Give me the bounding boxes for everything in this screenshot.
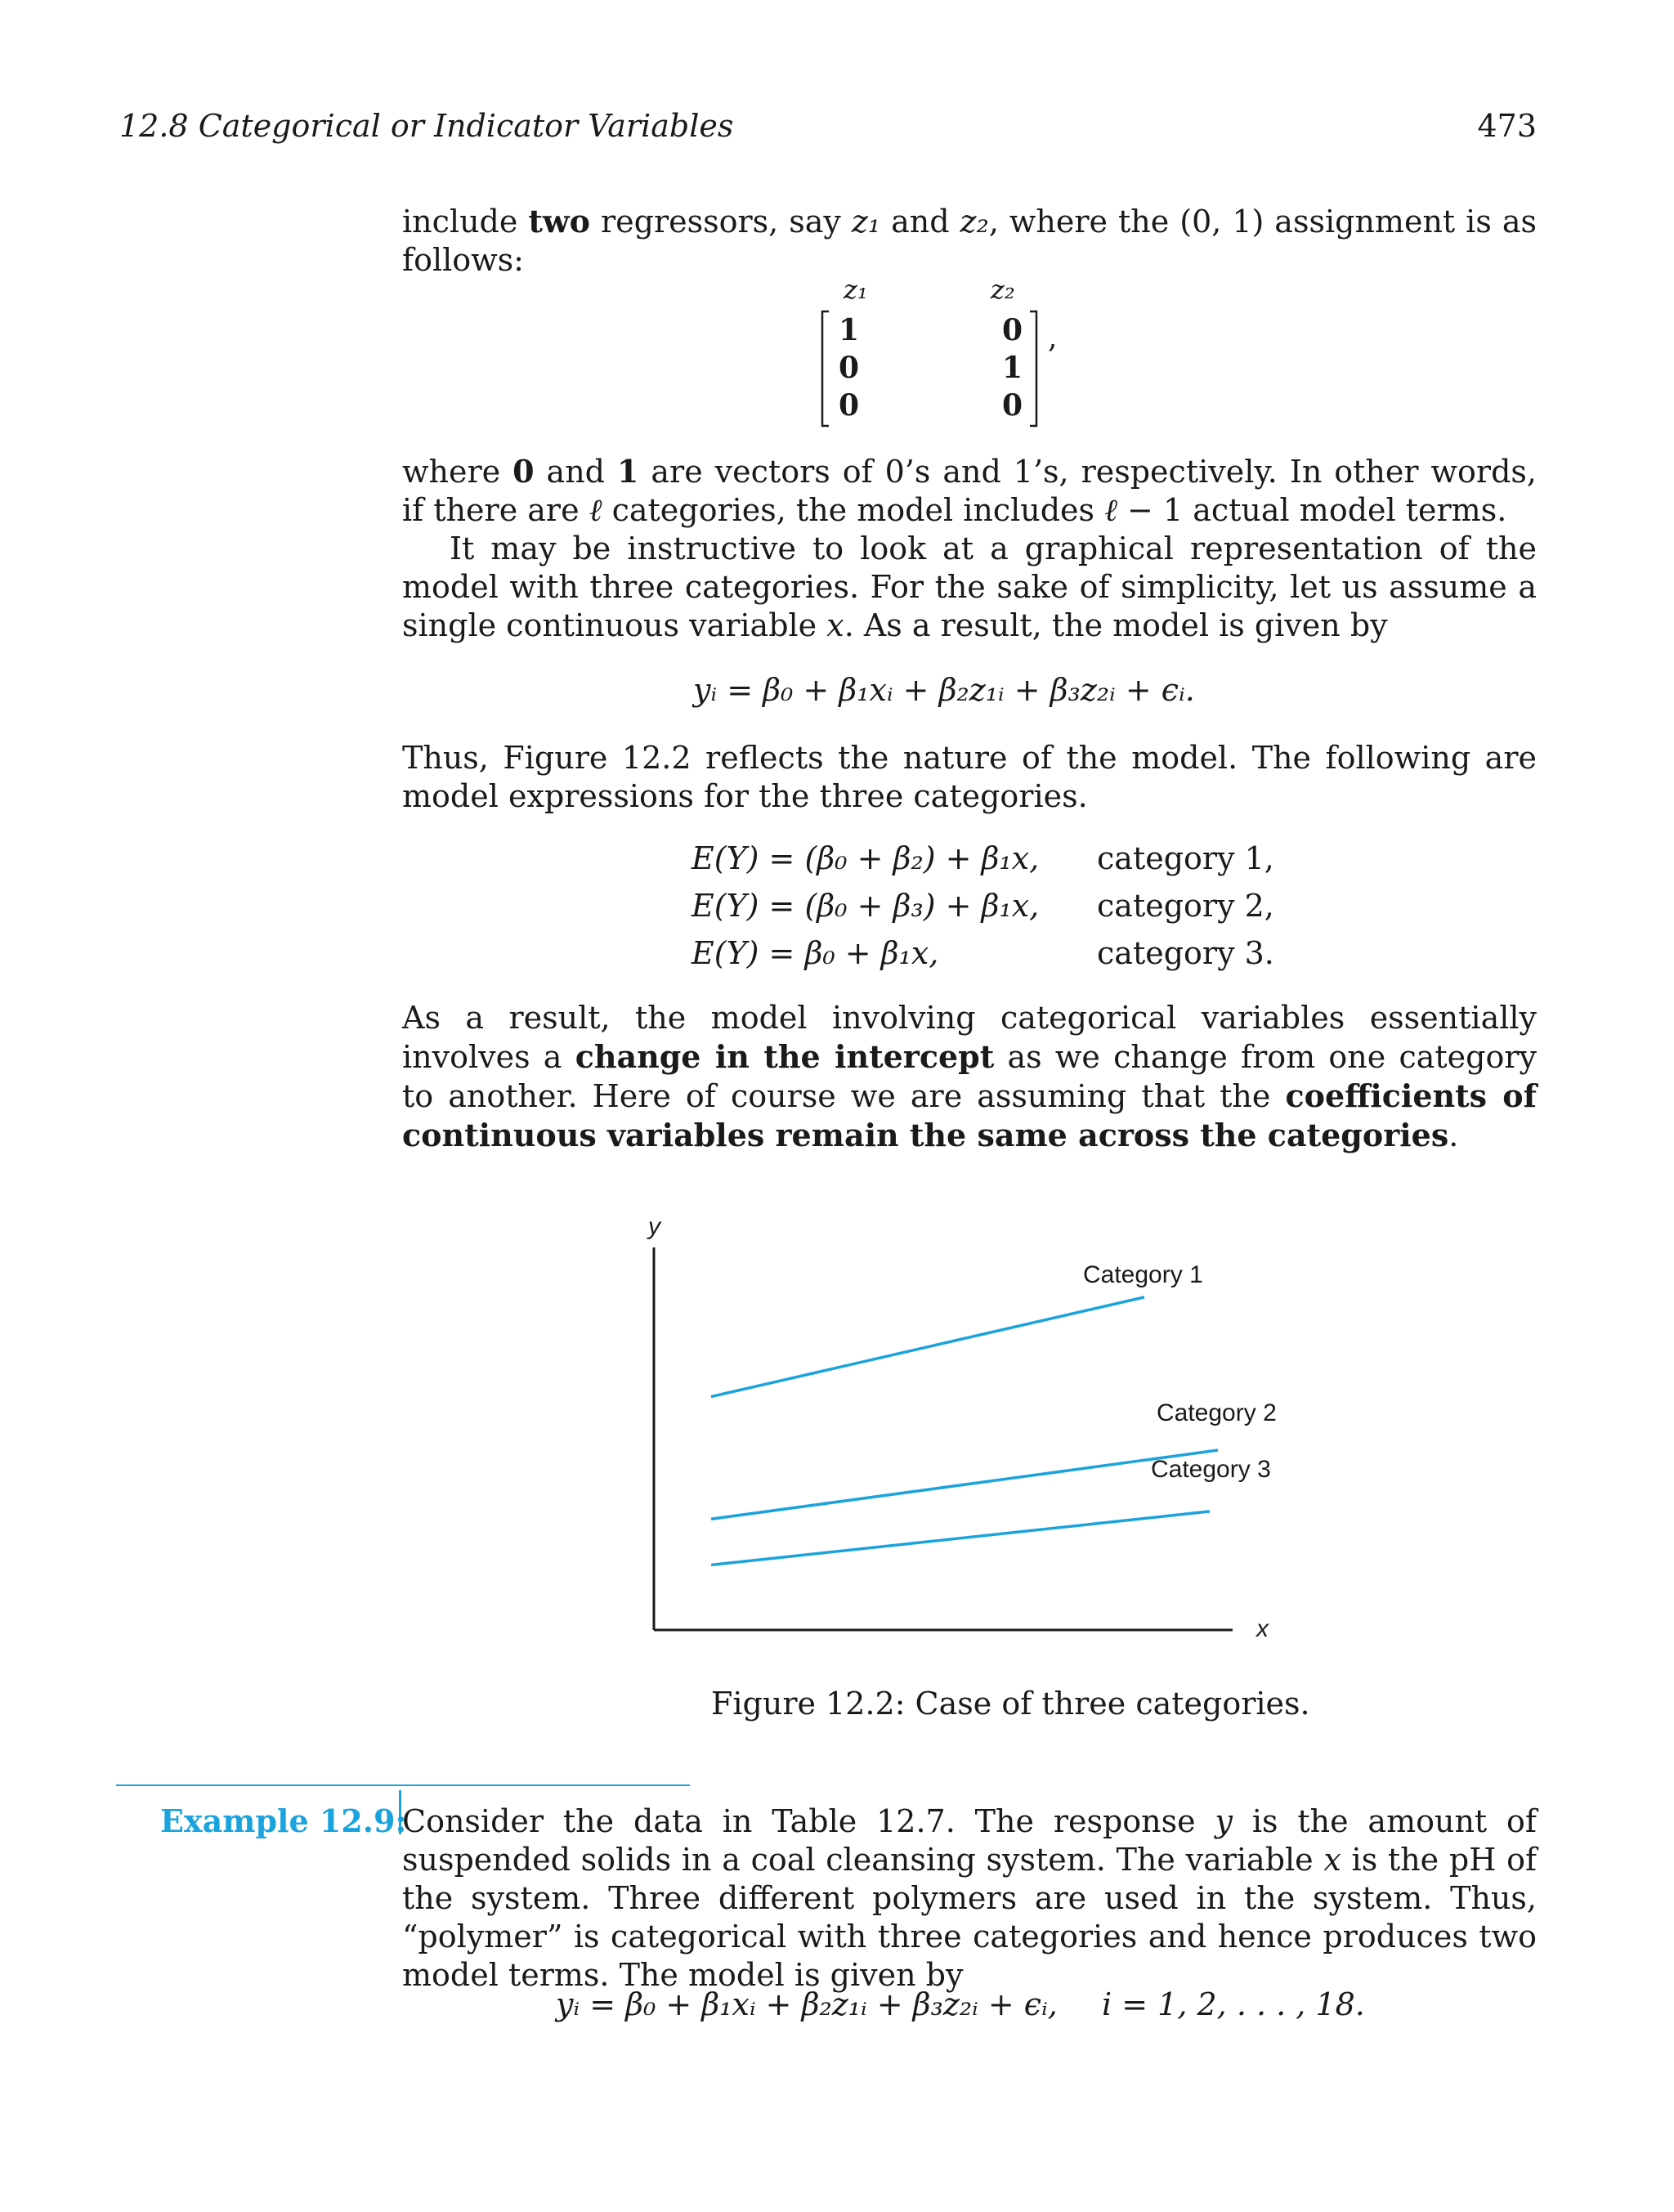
matrix-col2-header: z₂ (991, 274, 1015, 305)
series-line-category-3 (711, 1511, 1210, 1565)
page-number: 473 (1477, 108, 1537, 144)
example-equation-range: i = 1, 2, . . . , 18. (1102, 1986, 1365, 2022)
text: is the amount of suspended solids in a coal cleansing system. The variable (402, 1803, 1537, 1878)
series-line-category-1 (711, 1297, 1144, 1397)
math-y: y (1215, 1803, 1233, 1839)
math-x: x (826, 607, 844, 643)
category-2-equation: E(Y) = (β₀ + β₃) + β₁x, (692, 888, 1040, 924)
y-axis-label: y (648, 1213, 660, 1240)
category-2-label: category 2, (1097, 888, 1274, 924)
series-line-category-2 (711, 1450, 1218, 1519)
example-equation: yᵢ = β₀ + β₁xᵢ + β₂z₁ᵢ + β₃z₂ᵢ + ϵᵢ, (556, 1986, 1058, 2022)
bold-text: two (528, 203, 590, 240)
text: include (402, 204, 529, 240)
series-label-category-3: Category 3 (1151, 1455, 1271, 1483)
text: and (880, 204, 960, 240)
text: . (1448, 1117, 1459, 1153)
matrix-cell: 0 (1002, 313, 1023, 347)
category-3-label: category 3. (1097, 935, 1274, 971)
paragraph-example (402, 1802, 1537, 1995)
example-label: Example 12.9: (160, 1802, 407, 1839)
matrix-col1-header: z₁ (844, 274, 868, 305)
text: − 1 actual model terms. (1117, 492, 1507, 528)
math-ell: ℓ (1104, 492, 1117, 528)
model-equation: yᵢ = β₀ + β₁xᵢ + β₂z₁ᵢ + β₃z₂ᵢ + ϵᵢ. (693, 672, 1195, 708)
matrix-cell: 1 (839, 313, 860, 347)
math-x: x (1323, 1842, 1341, 1878)
text: categories, the model includes (602, 492, 1105, 528)
matrix-cell: 0 (839, 351, 860, 385)
matrix-cell: 0 (1002, 388, 1023, 423)
text: is the pH of the system. Three different polymers are used in the system. Thus, “polymer” is categorical with three categories and hence produces two model terms. The model is given by (402, 1842, 1537, 1993)
math-z1: z₁ (851, 204, 881, 240)
bold-zero: 0 (512, 453, 535, 490)
example-rule (116, 1784, 690, 1786)
text: are vectors of 0’s and 1’s, respectively. In other words, if there are (402, 454, 1537, 528)
series-label-category-1: Category 1 (1083, 1260, 1203, 1288)
bold-text: coefficients of continuous variables remain the same across the categories (402, 1077, 1537, 1153)
category-1-equation: E(Y) = (β₀ + β₂) + β₁x, (692, 840, 1040, 876)
text: Thus, Figure 12.2 reflects the nature of the model. The following are model expressions for the three categories. (402, 740, 1537, 814)
matrix-trailing-comma: , (1048, 321, 1058, 355)
x-axis-label: x (1256, 1615, 1269, 1642)
text: , where the (0, 1) assignment is as follows: (402, 204, 1537, 278)
text: . As a result, the model is given by (844, 607, 1388, 643)
matrix-cell: 1 (1002, 351, 1023, 385)
category-1-label: category 1, (1097, 840, 1274, 876)
text: regressors, say (589, 204, 852, 240)
math-ell: ℓ (589, 492, 602, 528)
series-layer (711, 1261, 1277, 1565)
bold-one: 1 (616, 453, 639, 490)
math-z2: z₂ (960, 204, 989, 240)
text: As a result, the model involving categorical variables essentially involves a (402, 1000, 1537, 1075)
matrix-cell: 0 (839, 388, 860, 423)
running-header-title: 12.8 Categorical or Indicator Variables (119, 108, 734, 144)
text: as we change from one category to another. Here of course we are assuming that the (402, 1039, 1537, 1114)
bold-text: change in the intercept (575, 1038, 995, 1075)
text: and (534, 454, 617, 490)
series-label-category-2: Category 2 (1157, 1399, 1277, 1427)
category-3-equation: E(Y) = β₀ + β₁x, (692, 935, 939, 971)
text: where (402, 454, 513, 490)
text: Consider the data in Table 12.7. The response (402, 1803, 1215, 1839)
text: It may be instructive to look at a graphical representation of the model with three categories. For the sake of simplicity, let us assume a single continuous variable (402, 531, 1537, 643)
figure-caption: Figure 12.2: Case of three categories. (711, 1686, 1310, 1722)
